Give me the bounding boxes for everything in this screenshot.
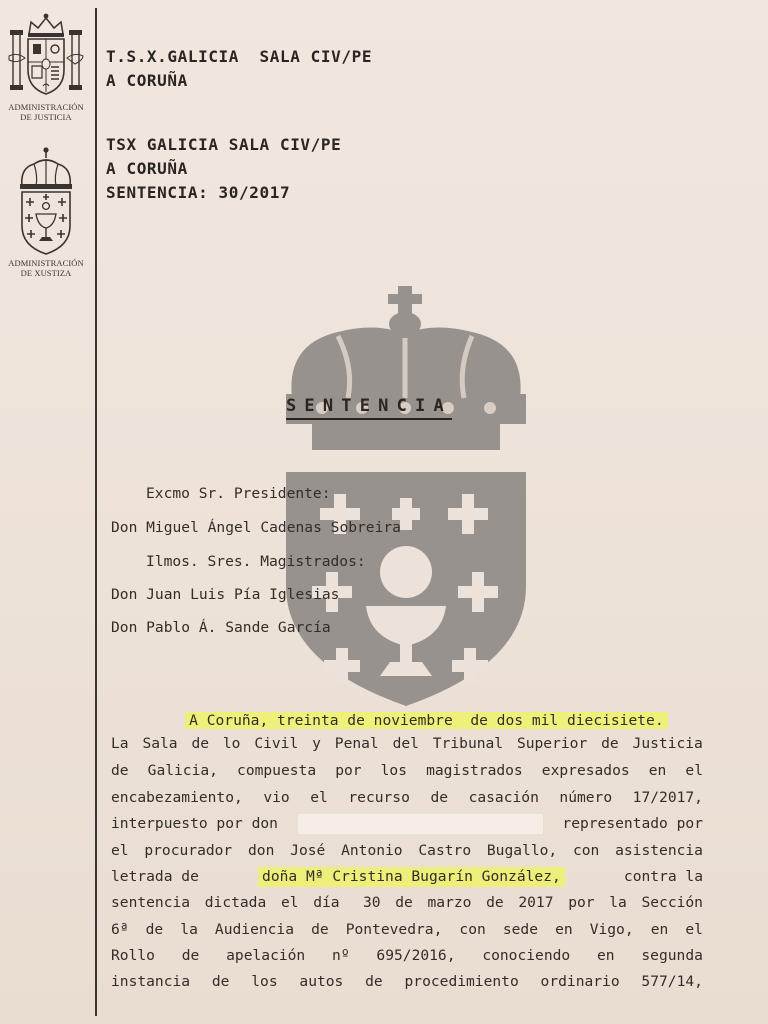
body-word: Castro: [418, 842, 472, 859]
body-word: la: [609, 894, 627, 911]
case-header-line1: TSX GALICIA SALA CIV/PE: [106, 135, 342, 154]
body-word: Civil: [254, 735, 299, 752]
body-word: lo: [222, 735, 241, 752]
court-header: [106, 45, 372, 93]
case-header: [106, 133, 341, 205]
body-word: 6ª: [111, 921, 129, 938]
body-word: de: [145, 921, 164, 938]
body-word: número: [559, 789, 613, 806]
body-word: con: [459, 921, 486, 938]
body-word: don: [248, 842, 275, 859]
body-word: el: [310, 789, 328, 806]
body-word: vio: [263, 789, 290, 806]
body-word: marzo: [427, 894, 472, 911]
body-word: día: [313, 894, 340, 911]
case-header-line3: SENTENCIA: 30/2017: [106, 183, 291, 202]
body-word: en: [597, 947, 615, 964]
body-word: procedimiento: [404, 973, 519, 990]
body-word: sede: [502, 921, 538, 938]
body-word: en: [648, 762, 667, 779]
body-word: de: [311, 921, 329, 938]
body-line-10: [111, 972, 703, 992]
body-word: Audiencia: [214, 921, 294, 938]
body-word: los: [380, 762, 407, 779]
body-word: Antonio: [341, 842, 403, 859]
body-word: Rollo: [111, 947, 155, 964]
body-word: La: [111, 735, 129, 752]
body-word: 577/14,: [641, 973, 703, 990]
body-word: en: [555, 921, 573, 938]
emblem-justicia-caption-line1: ADMINISTRACIÓN: [8, 102, 84, 112]
body-word: asistencia: [615, 842, 703, 859]
body-word: el: [111, 842, 129, 859]
body-word: Superior: [516, 735, 588, 752]
spanish-coat-of-arms-icon: [7, 12, 85, 100]
body-word: por: [335, 762, 362, 779]
body-word: instancia: [111, 973, 191, 990]
body-word: el: [685, 921, 703, 938]
body-word: autos: [299, 973, 344, 990]
body-word: magistrados: [426, 762, 523, 779]
body-word: Galicia,: [147, 762, 218, 779]
body-word: expresados: [541, 762, 630, 779]
body-word: de: [111, 762, 129, 779]
body-word: y: [312, 735, 321, 752]
emblem-xustiza-caption: [0, 258, 92, 278]
redacted-name: [298, 814, 543, 834]
body-word: Sala: [142, 735, 178, 752]
body-word: la: [180, 921, 198, 938]
date-line-highlight: A Coruña, treinta de noviembre de dos mil diecisiete.: [185, 712, 667, 729]
body-word: Sección: [641, 894, 703, 911]
body-word: casación: [468, 789, 539, 806]
court-header-line1: T.S.X.GALICIA SALA CIV/PE: [106, 47, 373, 66]
body-word: en: [650, 921, 669, 938]
body-word: de: [395, 894, 413, 911]
body-word: apelación: [226, 947, 306, 964]
margin-rule: [95, 8, 97, 1016]
body-line-5: [111, 841, 703, 861]
body-word: procurador: [144, 842, 233, 859]
body-line-1: [111, 734, 703, 754]
body-line-8: [111, 920, 703, 940]
emblem-xustiza-caption-line1: ADMINISTRACIÓN: [8, 258, 84, 268]
emblem-xustiza: [0, 146, 92, 278]
galician-coat-of-arms-icon: [14, 146, 78, 256]
body-word: nº: [332, 947, 350, 964]
body-word: Bugallo,: [486, 842, 558, 859]
body-word: 17/2017,: [632, 789, 703, 806]
body-line-7: [111, 893, 703, 913]
body-word: 30: [354, 894, 381, 911]
body-word: Tribunal: [432, 735, 504, 752]
emblem-xustiza-caption-line2: DE XUSTIZA: [20, 268, 72, 278]
body-word: el: [280, 894, 299, 911]
emblem-justicia-caption: [0, 102, 92, 122]
body-word: de: [365, 973, 383, 990]
body-line-6: [111, 867, 703, 887]
magistrate-2: Don Pablo Á. Sande García: [111, 619, 331, 636]
emblem-justicia-caption-line2: DE JUSTICIA: [20, 112, 72, 122]
body-word: dictada: [204, 894, 267, 911]
body-word: conociendo: [482, 947, 571, 964]
body-word: Penal: [334, 735, 379, 752]
body-word: recurso: [348, 789, 410, 806]
document-title: SENTENCIA: [286, 395, 452, 420]
president-name: Don Miguel Ángel Cadenas Sobreira: [111, 519, 401, 536]
body-word: Justicia: [632, 735, 703, 752]
body-line-9: [111, 946, 703, 966]
body-word: del: [392, 735, 419, 752]
body-word: Pontevedra,: [345, 921, 443, 938]
body-line-6-end: contra la: [623, 868, 703, 885]
body-word: de: [601, 735, 619, 752]
body-line-4: [111, 814, 703, 834]
body-word: el: [685, 762, 703, 779]
body-word: 2017: [518, 894, 554, 911]
body-word: segunda: [641, 947, 703, 964]
body-word: de: [486, 894, 504, 911]
lawyer-name-highlight: doña Mª Cristina Bugarín González,: [258, 867, 565, 887]
body-word: encabezamiento,: [111, 789, 243, 806]
body-word: de: [430, 789, 449, 806]
emblem-justicia: [0, 12, 92, 122]
body-word: los: [251, 973, 278, 990]
magistrates-title: Ilmos. Sres. Magistrados:: [146, 553, 366, 570]
president-title: Excmo Sr. Presidente:: [146, 485, 331, 502]
body-word: de: [191, 735, 210, 752]
body-word: sentencia: [111, 894, 191, 911]
body-word: José: [290, 842, 326, 859]
body-word: 695/2016,: [376, 947, 456, 964]
body-word: Vigo,: [589, 921, 634, 938]
body-line-4-start: interpuesto por don: [111, 815, 278, 832]
body-word: de: [181, 947, 200, 964]
body-line-2: [111, 761, 703, 781]
body-word: de: [211, 973, 230, 990]
court-header-line2: A CORUÑA: [106, 71, 188, 90]
body-word: ordinario: [540, 973, 620, 990]
body-line-3: [111, 788, 703, 808]
body-line-6-start: letrada de: [111, 868, 199, 885]
case-header-line2: A CORUÑA: [106, 159, 188, 178]
body-word: compuesta: [237, 762, 317, 779]
body-line-4-end: representado por: [562, 815, 703, 832]
magistrate-1: Don Juan Luis Pía Iglesias: [111, 586, 340, 603]
body-word: por: [568, 894, 595, 911]
body-word: con: [572, 842, 600, 859]
